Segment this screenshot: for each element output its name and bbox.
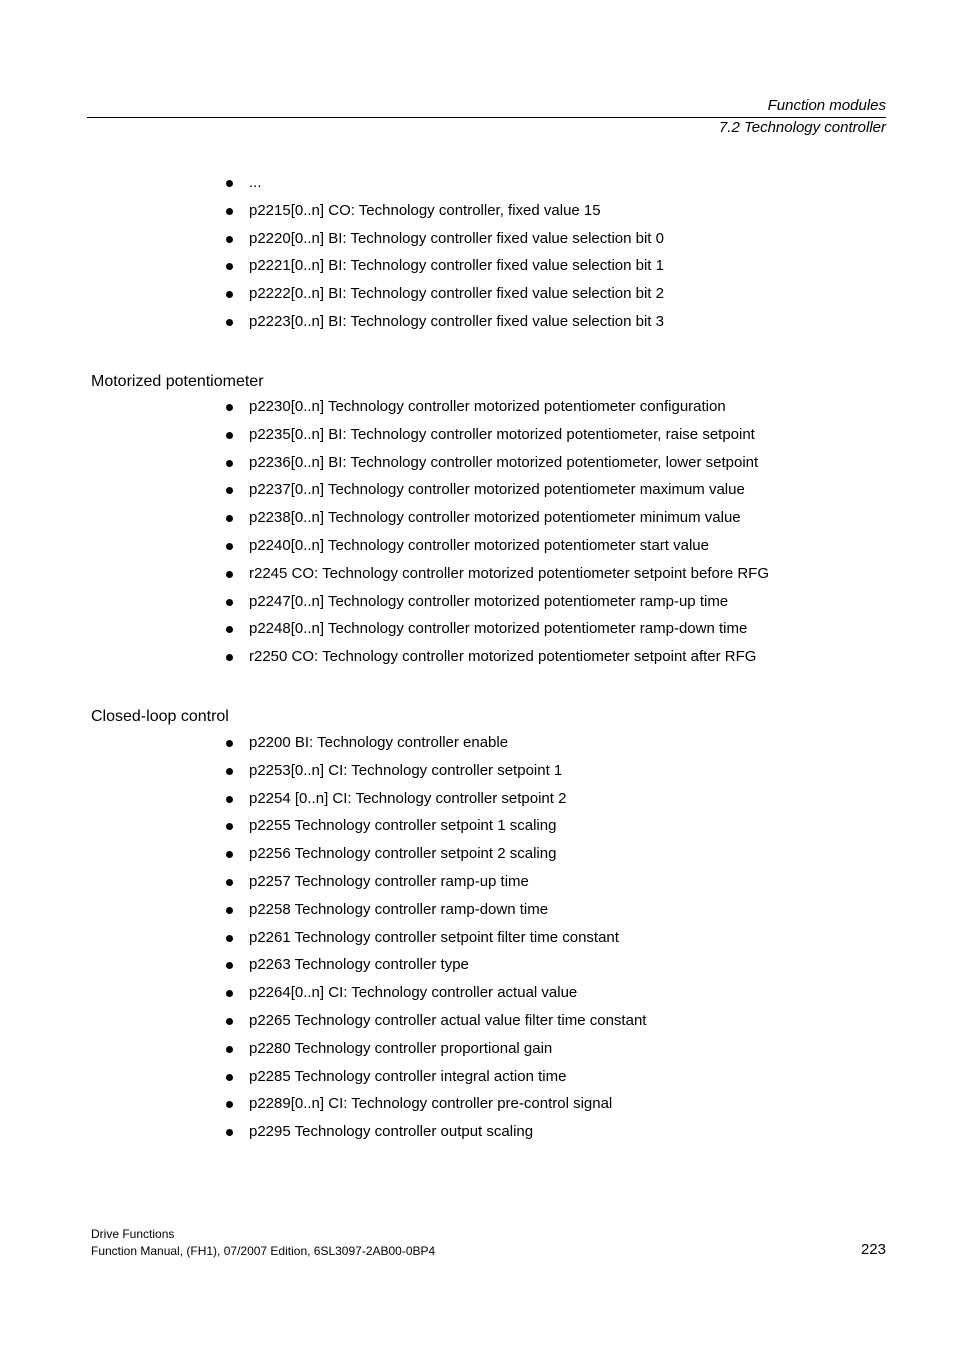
- list-item-text: p2261 Technology controller setpoint filter time constant: [249, 928, 619, 946]
- bullet-icon: [226, 990, 233, 997]
- bullet-icon: [226, 599, 233, 606]
- page-number: 223: [860, 1241, 886, 1258]
- heading-closed-loop-control: Closed-loop control: [91, 708, 229, 725]
- list-item-text: p2230[0..n] Technology controller motorized potentiometer configuration: [249, 398, 726, 415]
- list-item: [224, 812, 646, 840]
- list-item: [224, 252, 664, 280]
- list-item: [224, 169, 664, 197]
- bullet-icon: [226, 180, 233, 187]
- bullet-icon: [226, 626, 233, 633]
- footer-manual: Function Manual, (FH1), 07/2007 Edition, 6SL3097-2AB00-0BP4: [91, 1244, 436, 1258]
- list-item-text: p2247[0..n] Technology controller motorized potentiometer ramp-up time: [249, 592, 729, 610]
- bullet-icon: [226, 208, 233, 215]
- list-item-text: p2248[0..n] Technology controller motorized potentiometer ramp-down time: [249, 620, 748, 638]
- list-item-text: p2280 Technology controller proportional gain: [249, 1039, 553, 1057]
- list-item-text: p2295 Technology controller output scaling: [249, 1123, 534, 1141]
- bullet-icon: [226, 263, 233, 270]
- header-chapter: Function modules: [767, 97, 886, 114]
- bullet-icon: [226, 460, 233, 467]
- bullet-icon: [226, 768, 233, 775]
- list-item-text: p2200 BI: Technology controller enable: [249, 734, 509, 751]
- list-item-text: p2258 Technology controller ramp-down time: [249, 900, 549, 918]
- list-item-text: p2265 Technology controller actual value filter time constant: [249, 1011, 647, 1029]
- bullet-icon: [226, 879, 233, 886]
- bullet-icon: [226, 571, 233, 578]
- list-item-text: p2238[0..n] Technology controller motorized potentiometer minimum value: [249, 509, 741, 527]
- list-item-text: p2285 Technology controller integral action time: [249, 1067, 567, 1085]
- list-item: [224, 729, 646, 757]
- list-item-text: p2220[0..n] BI: Technology controller fixed value selection bit 0: [249, 229, 664, 247]
- bullet-icon: [226, 907, 233, 914]
- list-item: [224, 504, 769, 532]
- list-item-text: p2254 [0..n] CI: Technology controller setpoint 2: [249, 789, 567, 807]
- list-item-text: p2255 Technology controller setpoint 1 scaling: [249, 817, 557, 835]
- bullet-icon: [226, 1101, 233, 1108]
- list-item: [224, 1035, 646, 1063]
- list-item: [224, 197, 664, 225]
- list-item: [224, 280, 664, 308]
- list-item-text: p2236[0..n] BI: Technology controller motorized potentiometer, lower setpoint: [249, 453, 759, 471]
- list-item: [224, 868, 646, 896]
- heading-motorized-potentiometer: Motorized potentiometer: [91, 373, 264, 390]
- list-item-text: ...: [249, 174, 262, 191]
- footer: [91, 1226, 435, 1260]
- list-item-text: p2257 Technology controller ramp-up time: [249, 872, 529, 890]
- list-item: [224, 225, 664, 253]
- list-item: [224, 643, 769, 671]
- list-item: [224, 1063, 646, 1091]
- list-item: [224, 615, 769, 643]
- list-item-text: p2253[0..n] CI: Technology controller setpoint 1: [249, 761, 563, 779]
- bullet-icon: [226, 1129, 233, 1136]
- list-item: [224, 588, 769, 616]
- bullet-icon: [226, 319, 233, 326]
- list-item-text: r2250 CO: Technology controller motorized potentiometer setpoint after RFG: [249, 648, 757, 666]
- bullet-icon: [226, 935, 233, 942]
- bullet-icon: [226, 740, 233, 747]
- list-item: [224, 393, 769, 421]
- bullet-icon: [226, 1018, 233, 1025]
- bullet-icon: [226, 236, 233, 243]
- bullet-icon: [226, 515, 233, 522]
- bullet-icon: [226, 1074, 233, 1081]
- list-item-text: p2215[0..n] CO: Technology controller, fixed value 15: [249, 201, 601, 219]
- list-item: [224, 1118, 646, 1146]
- list-item: [224, 1090, 646, 1118]
- list-item: [224, 308, 664, 336]
- list-item: [224, 924, 646, 952]
- list-item-text: p2256 Technology controller setpoint 2 scaling: [249, 845, 557, 863]
- closed-loop-control-list: [224, 729, 646, 1146]
- bullet-icon: [226, 291, 233, 298]
- list-item-text: p2263 Technology controller type: [249, 956, 469, 974]
- list-item: [224, 449, 769, 477]
- header-section: 7.2 Technology controller: [718, 119, 886, 136]
- footer-title: Drive Functions: [91, 1227, 175, 1241]
- bullet-icon: [226, 543, 233, 550]
- list-item: [224, 951, 646, 979]
- list-item: [224, 757, 646, 785]
- bullet-icon: [226, 1046, 233, 1053]
- header-rule: [87, 117, 886, 118]
- list-item: [224, 1007, 646, 1035]
- list-item: [224, 560, 769, 588]
- list-item: [224, 532, 769, 560]
- list-item-text: p2240[0..n] Technology controller motorized potentiometer start value: [249, 536, 709, 554]
- list-item-text: p2235[0..n] BI: Technology controller motorized potentiometer, raise setpoint: [249, 425, 755, 443]
- motorized-potentiometer-list: [224, 393, 769, 671]
- bullet-icon: [226, 432, 233, 439]
- list-item-text: p2237[0..n] Technology controller motorized potentiometer maximum value: [249, 481, 745, 499]
- list-item-text: p2264[0..n] CI: Technology controller actual value: [249, 984, 578, 1002]
- bullet-icon: [226, 962, 233, 969]
- list-item: [224, 896, 646, 924]
- list-item: [224, 840, 646, 868]
- bullet-icon: [226, 851, 233, 858]
- bullet-icon: [226, 796, 233, 803]
- list-item: [224, 979, 646, 1007]
- list-item-text: r2245 CO: Technology controller motorized potentiometer setpoint before RFG: [249, 564, 769, 582]
- bullet-icon: [226, 404, 233, 411]
- list-item-text: p2221[0..n] BI: Technology controller fixed value selection bit 1: [249, 257, 664, 275]
- list-item: [224, 785, 646, 813]
- bullet-icon: [226, 823, 233, 830]
- bullet-icon: [226, 654, 233, 661]
- bullet-icon: [226, 487, 233, 494]
- list-item-text: p2222[0..n] BI: Technology controller fixed value selection bit 2: [249, 285, 664, 303]
- list-item-text: p2223[0..n] BI: Technology controller fixed value selection bit 3: [249, 312, 664, 330]
- fixed-value-list: [224, 169, 664, 336]
- list-item-text: p2289[0..n] CI: Technology controller pre-control signal: [249, 1095, 613, 1113]
- list-item: [224, 421, 769, 449]
- list-item: [224, 476, 769, 504]
